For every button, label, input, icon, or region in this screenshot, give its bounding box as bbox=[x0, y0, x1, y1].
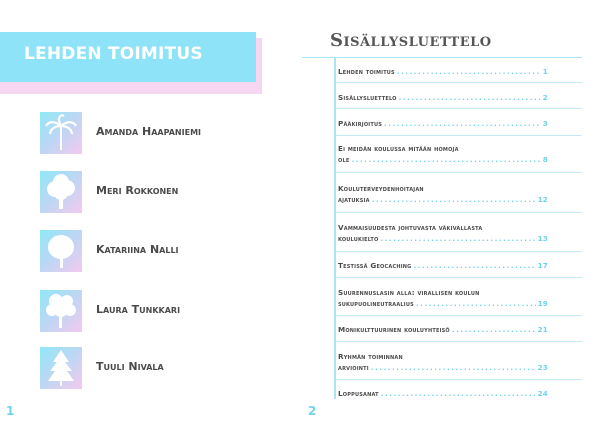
toc-entry-page: 24 bbox=[537, 389, 548, 398]
toc-entry-page: 2 bbox=[542, 93, 548, 102]
toc-entry-title: Ryhmän toiminnan bbox=[338, 352, 403, 361]
toc-entry-title: Kouluterveydenhoitajan bbox=[338, 184, 424, 193]
toc-entry-page: 12 bbox=[537, 195, 548, 204]
palm-tree-icon bbox=[40, 112, 82, 154]
toc-title: Sisällysluettelo bbox=[330, 30, 492, 51]
toc-separator bbox=[336, 277, 582, 278]
toc-separator bbox=[336, 135, 582, 136]
member-name: Laura Tunkkari bbox=[96, 303, 181, 316]
toc-entry-page: 23 bbox=[537, 363, 548, 372]
toc-entry-title: Loppusanat bbox=[338, 389, 379, 398]
toc-separator bbox=[336, 172, 582, 173]
toc-separator bbox=[336, 108, 582, 109]
toc-entry-title: Lehden toimitus bbox=[338, 67, 395, 76]
toc-leader bbox=[380, 233, 535, 244]
toc-entry-title: Sisällysluettelo bbox=[338, 93, 397, 102]
toc-entry[interactable] bbox=[338, 66, 548, 77]
toc-leader bbox=[372, 194, 536, 205]
toc-entry[interactable] bbox=[338, 287, 548, 309]
member-item bbox=[40, 347, 270, 391]
toc-entry-title: Pääkirjoitus bbox=[338, 119, 383, 128]
toc-entry-page: 8 bbox=[542, 155, 548, 164]
toc-entry[interactable] bbox=[338, 260, 548, 271]
bushy-tree-icon bbox=[40, 290, 82, 332]
toc-entry[interactable] bbox=[338, 388, 548, 399]
page-title: LEHDEN TOIMITUS bbox=[24, 44, 203, 64]
member-item bbox=[40, 290, 270, 334]
toc-entry[interactable] bbox=[338, 222, 548, 244]
toc-entry-title: Ei meidän koulussa mitään homoja bbox=[338, 144, 459, 153]
toc-separator bbox=[336, 341, 582, 342]
toc-entry-title: Suurennuslasin alla: virallisen koulun bbox=[338, 288, 480, 297]
toc-leader bbox=[452, 324, 536, 335]
member-item bbox=[40, 230, 270, 274]
right-page bbox=[300, 0, 600, 424]
oak-tree-icon bbox=[40, 171, 82, 213]
toc-leader bbox=[413, 260, 535, 271]
toc-leader bbox=[397, 66, 541, 77]
toc-entry-title-cont: ole bbox=[338, 155, 350, 164]
toc-leader bbox=[381, 388, 536, 399]
toc-entry-title-cont: koulukielto bbox=[338, 234, 379, 243]
toc-entry[interactable] bbox=[338, 118, 548, 129]
toc-entry-page: 13 bbox=[537, 234, 548, 243]
page-number: 2 bbox=[308, 404, 317, 418]
toc-entry-page: 3 bbox=[542, 119, 548, 128]
toc-entry-page: 21 bbox=[537, 325, 548, 334]
toc-entry-title: Vammaisuudesta johtuvasta väkivallasta bbox=[338, 223, 483, 232]
toc-separator bbox=[336, 251, 582, 252]
member-name: Katariina Nalli bbox=[96, 243, 179, 256]
toc-separator bbox=[336, 82, 582, 83]
toc-leader bbox=[351, 154, 540, 165]
toc-entry[interactable] bbox=[338, 324, 548, 335]
toc-entry-page: 1 bbox=[542, 67, 548, 76]
leafy-tree-icon bbox=[40, 230, 82, 272]
toc-entry[interactable] bbox=[338, 351, 548, 373]
toc-leader bbox=[371, 362, 536, 373]
page-number: 1 bbox=[6, 404, 15, 418]
spruce-tree-icon bbox=[40, 347, 82, 389]
toc-leader bbox=[384, 118, 541, 129]
toc-entry-title: Testissä Geocaching bbox=[338, 261, 412, 270]
toc-entry[interactable] bbox=[338, 183, 548, 205]
toc-leader bbox=[399, 92, 541, 103]
toc-entry-page: 17 bbox=[537, 261, 548, 270]
toc-separator bbox=[336, 315, 582, 316]
toc-separator bbox=[336, 379, 582, 380]
member-name: Tuuli Nivala bbox=[96, 360, 164, 373]
toc-entry-title: Monikulttuurinen kouluyhteisö bbox=[338, 325, 450, 334]
toc-entry-page: 19 bbox=[537, 299, 548, 308]
toc-leader bbox=[416, 298, 536, 309]
toc-separator bbox=[336, 212, 582, 213]
toc-entry-title-cont: ajatuksia bbox=[338, 195, 370, 204]
toc-top-rule bbox=[302, 57, 582, 58]
member-name: Meri Rokkonen bbox=[96, 184, 179, 197]
member-name: Amanda Haapaniemi bbox=[96, 125, 202, 138]
member-item bbox=[40, 112, 270, 156]
member-item bbox=[40, 171, 270, 215]
toc-entry-title-cont: arviointi bbox=[338, 363, 369, 372]
toc-entry-title-cont: sukupuolineutraalius bbox=[338, 299, 414, 308]
toc-entry[interactable] bbox=[338, 143, 548, 165]
toc-entry[interactable] bbox=[338, 92, 548, 103]
